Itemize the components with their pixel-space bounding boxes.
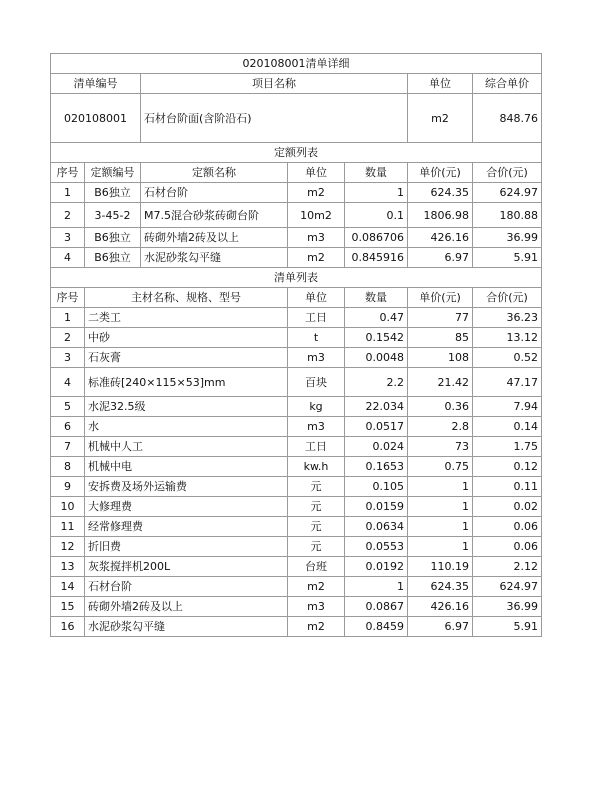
material-seq: 6 <box>51 417 85 437</box>
header-label-row <box>51 74 542 94</box>
quota-name: 石材台阶 <box>141 183 288 203</box>
material-total: 36.23 <box>473 308 542 328</box>
material-unit: kw.h <box>288 457 345 477</box>
quota-col-price: 单价(元) <box>408 163 473 183</box>
material-row <box>51 397 542 417</box>
col-item-name-header: 项目名称 <box>141 74 408 94</box>
material-row <box>51 368 542 397</box>
material-total: 0.02 <box>473 497 542 517</box>
material-unit: 元 <box>288 497 345 517</box>
material-unit: 工日 <box>288 437 345 457</box>
material-row <box>51 417 542 437</box>
material-price: 2.8 <box>408 417 473 437</box>
material-qty: 0.0048 <box>345 348 408 368</box>
quota-name: 砖砌外墙2砖及以上 <box>141 228 288 248</box>
material-price: 0.75 <box>408 457 473 477</box>
material-name: 大修理费 <box>85 497 288 517</box>
material-row <box>51 577 542 597</box>
material-unit: 元 <box>288 537 345 557</box>
material-total: 624.97 <box>473 577 542 597</box>
quota-qty: 0.086706 <box>345 228 408 248</box>
col-unit-price-header: 综合单价 <box>473 74 542 94</box>
title-row <box>51 54 542 74</box>
material-row <box>51 348 542 368</box>
col-unit-header: 单位 <box>408 74 473 94</box>
material-seq: 10 <box>51 497 85 517</box>
material-name: 石灰膏 <box>85 348 288 368</box>
material-total: 0.52 <box>473 348 542 368</box>
quota-section-row <box>51 143 542 163</box>
material-unit: t <box>288 328 345 348</box>
materials-col-seq: 序号 <box>51 288 85 308</box>
material-row <box>51 537 542 557</box>
quota-total: 624.97 <box>473 183 542 203</box>
quota-total: 180.88 <box>473 203 542 228</box>
material-seq: 7 <box>51 437 85 457</box>
material-seq: 2 <box>51 328 85 348</box>
material-price: 1 <box>408 497 473 517</box>
material-price: 426.16 <box>408 597 473 617</box>
material-name: 石材台阶 <box>85 577 288 597</box>
material-price: 21.42 <box>408 368 473 397</box>
quota-code: B6独立 <box>85 248 141 268</box>
material-price: 110.19 <box>408 557 473 577</box>
material-total: 0.06 <box>473 537 542 557</box>
quota-header-row <box>51 163 542 183</box>
material-name: 二类工 <box>85 308 288 328</box>
material-seq: 14 <box>51 577 85 597</box>
quota-col-total: 合价(元) <box>473 163 542 183</box>
quota-name: 水泥砂浆勾平缝 <box>141 248 288 268</box>
material-name: 折旧费 <box>85 537 288 557</box>
quota-code: B6独立 <box>85 183 141 203</box>
material-unit: m3 <box>288 597 345 617</box>
quota-col-unit: 单位 <box>288 163 345 183</box>
material-name: 水泥砂浆勾平缝 <box>85 617 288 637</box>
quota-row <box>51 228 542 248</box>
material-row <box>51 437 542 457</box>
material-total: 2.12 <box>473 557 542 577</box>
materials-header-row <box>51 288 542 308</box>
materials-col-unit: 单位 <box>288 288 345 308</box>
material-total: 0.11 <box>473 477 542 497</box>
material-qty: 2.2 <box>345 368 408 397</box>
material-qty: 0.0867 <box>345 597 408 617</box>
material-qty: 0.0159 <box>345 497 408 517</box>
material-unit: 台班 <box>288 557 345 577</box>
material-name: 砖砌外墙2砖及以上 <box>85 597 288 617</box>
material-price: 77 <box>408 308 473 328</box>
material-seq: 1 <box>51 308 85 328</box>
material-price: 1 <box>408 537 473 557</box>
material-price: 1 <box>408 477 473 497</box>
quota-price: 624.35 <box>408 183 473 203</box>
material-total: 47.17 <box>473 368 542 397</box>
material-qty: 0.0553 <box>345 537 408 557</box>
quota-unit: m2 <box>288 248 345 268</box>
material-row <box>51 497 542 517</box>
material-qty: 0.024 <box>345 437 408 457</box>
quota-row <box>51 183 542 203</box>
quota-col-seq: 序号 <box>51 163 85 183</box>
quota-unit: m3 <box>288 228 345 248</box>
quota-col-qty: 数量 <box>345 163 408 183</box>
bill-code: 020108001 <box>51 94 141 143</box>
quota-qty: 0.1 <box>345 203 408 228</box>
quota-unit: 10m2 <box>288 203 345 228</box>
material-name: 水 <box>85 417 288 437</box>
material-price: 0.36 <box>408 397 473 417</box>
materials-col-qty: 数量 <box>345 288 408 308</box>
material-qty: 0.1653 <box>345 457 408 477</box>
materials-section-row <box>51 268 542 288</box>
material-row <box>51 308 542 328</box>
material-name: 安拆费及场外运输费 <box>85 477 288 497</box>
material-total: 1.75 <box>473 437 542 457</box>
material-total: 7.94 <box>473 397 542 417</box>
quota-col-code: 定额编号 <box>85 163 141 183</box>
quota-qty: 1 <box>345 183 408 203</box>
item-unit: m2 <box>408 94 473 143</box>
quota-code: 3-45-2 <box>85 203 141 228</box>
table-title: 020108001清单详细 <box>51 54 542 74</box>
material-qty: 0.1542 <box>345 328 408 348</box>
material-total: 0.06 <box>473 517 542 537</box>
material-row <box>51 457 542 477</box>
material-unit: 元 <box>288 517 345 537</box>
material-name: 中砂 <box>85 328 288 348</box>
item-unit-price: 848.76 <box>473 94 542 143</box>
material-name: 水泥32.5级 <box>85 397 288 417</box>
material-name: 标准砖[240×115×53]mm <box>85 368 288 397</box>
material-price: 73 <box>408 437 473 457</box>
material-unit: m3 <box>288 348 345 368</box>
material-total: 0.12 <box>473 457 542 477</box>
material-total: 5.91 <box>473 617 542 637</box>
material-unit: m3 <box>288 417 345 437</box>
bill-detail-table <box>50 53 542 637</box>
material-row <box>51 617 542 637</box>
material-seq: 11 <box>51 517 85 537</box>
material-seq: 9 <box>51 477 85 497</box>
quota-price: 426.16 <box>408 228 473 248</box>
quota-price: 1806.98 <box>408 203 473 228</box>
material-row <box>51 597 542 617</box>
quota-row <box>51 248 542 268</box>
material-qty: 0.0634 <box>345 517 408 537</box>
material-seq: 15 <box>51 597 85 617</box>
col-bill-code-header: 清单编号 <box>51 74 141 94</box>
material-qty: 1 <box>345 577 408 597</box>
materials-col-price: 单价(元) <box>408 288 473 308</box>
material-unit: kg <box>288 397 345 417</box>
material-seq: 3 <box>51 348 85 368</box>
quota-name: M7.5混合砂浆砖砌台阶 <box>141 203 288 228</box>
quota-section-title: 定额列表 <box>51 143 542 163</box>
materials-col-name: 主材名称、规格、型号 <box>85 288 288 308</box>
quota-col-name: 定额名称 <box>141 163 288 183</box>
quota-row <box>51 203 542 228</box>
material-seq: 12 <box>51 537 85 557</box>
quota-total: 36.99 <box>473 228 542 248</box>
material-unit: 工日 <box>288 308 345 328</box>
quota-qty: 0.845916 <box>345 248 408 268</box>
material-row <box>51 328 542 348</box>
material-unit: 元 <box>288 477 345 497</box>
quota-code: B6独立 <box>85 228 141 248</box>
material-qty: 0.105 <box>345 477 408 497</box>
material-seq: 8 <box>51 457 85 477</box>
quota-seq: 4 <box>51 248 85 268</box>
material-total: 13.12 <box>473 328 542 348</box>
material-unit: m2 <box>288 577 345 597</box>
material-row <box>51 477 542 497</box>
material-name: 机械中电 <box>85 457 288 477</box>
material-qty: 0.0517 <box>345 417 408 437</box>
quota-seq: 2 <box>51 203 85 228</box>
material-qty: 0.0192 <box>345 557 408 577</box>
item-name: 石材台阶面(含阶沿石) <box>141 94 408 143</box>
material-price: 108 <box>408 348 473 368</box>
material-total: 0.14 <box>473 417 542 437</box>
material-qty: 0.8459 <box>345 617 408 637</box>
quota-seq: 3 <box>51 228 85 248</box>
material-total: 36.99 <box>473 597 542 617</box>
material-seq: 5 <box>51 397 85 417</box>
material-unit: m2 <box>288 617 345 637</box>
material-unit: 百块 <box>288 368 345 397</box>
header-value-row <box>51 94 542 143</box>
quota-unit: m2 <box>288 183 345 203</box>
materials-section-title: 清单列表 <box>51 268 542 288</box>
material-seq: 16 <box>51 617 85 637</box>
material-qty: 22.034 <box>345 397 408 417</box>
material-price: 6.97 <box>408 617 473 637</box>
material-seq: 13 <box>51 557 85 577</box>
material-seq: 4 <box>51 368 85 397</box>
material-qty: 0.47 <box>345 308 408 328</box>
material-price: 1 <box>408 517 473 537</box>
material-row <box>51 517 542 537</box>
quota-total: 5.91 <box>473 248 542 268</box>
material-name: 机械中人工 <box>85 437 288 457</box>
material-row <box>51 557 542 577</box>
quota-seq: 1 <box>51 183 85 203</box>
material-price: 624.35 <box>408 577 473 597</box>
material-name: 经常修理费 <box>85 517 288 537</box>
material-name: 灰浆搅拌机200L <box>85 557 288 577</box>
materials-col-total: 合价(元) <box>473 288 542 308</box>
quota-price: 6.97 <box>408 248 473 268</box>
material-price: 85 <box>408 328 473 348</box>
